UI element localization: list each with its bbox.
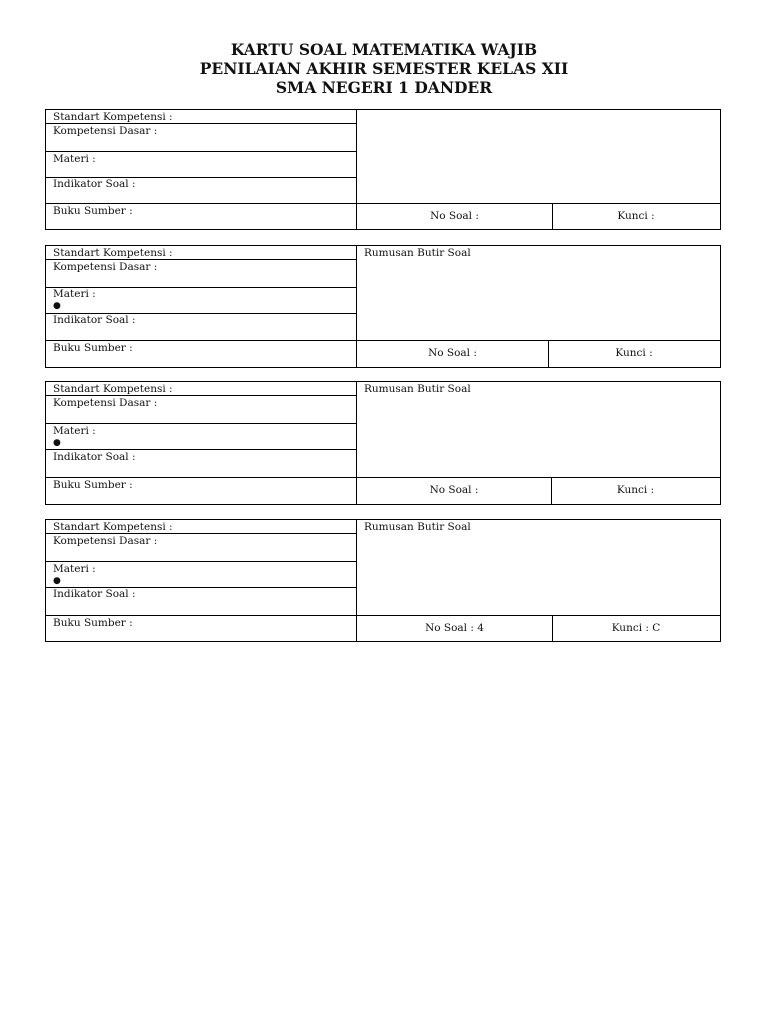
title-line-1: KARTU SOAL MATEMATIKA WAJIB [230,40,538,59]
bullet-icon: ● [53,438,61,448]
rumusan-butir-soal-label: Rumusan Butir Soal [364,383,471,395]
kompetensi-dasar-row [46,396,356,424]
kompetensi-dasar-row [46,534,356,562]
materi-row [46,424,356,450]
question-card-3 [45,381,721,505]
kunci-cell [552,203,720,229]
buku-sumber-label: Buku Sumber : [53,205,133,217]
indikator-soal-row [46,314,356,341]
buku-sumber-row [46,616,356,642]
indikator-soal-row [46,450,356,478]
kompetensi-dasar-label: Kompetensi Dasar : [53,125,158,137]
rumusan-butir-soal-box [357,110,720,204]
kunci-label: Kunci : C [611,622,661,634]
materi-label: Materi : [53,288,96,300]
title-line-2: PENILAIAN AKHIR SEMESTER KELAS XII [199,59,569,78]
materi-row [46,562,356,588]
no-soal-label: No Soal : [428,347,477,359]
indikator-soal-label: Indikator Soal : [53,588,136,600]
buku-sumber-row [46,204,356,230]
materi-row [46,288,356,314]
buku-sumber-label: Buku Sumber : [53,342,133,354]
card-footer [357,340,720,367]
no-soal-cell [357,203,553,229]
document-title [0,40,768,97]
kompetensi-dasar-label: Kompetensi Dasar : [53,535,158,547]
kunci-cell [548,340,720,367]
card-info-column [46,110,357,229]
standart-kompetensi-row [46,246,356,260]
materi-label: Materi : [53,153,96,165]
no-soal-label: No Soal : [429,484,479,496]
rumusan-butir-soal-box [357,382,720,478]
title-line-3: SMA NEGERI 1 DANDER [275,78,493,97]
kunci-label: Kunci : [617,210,655,222]
kompetensi-dasar-label: Kompetensi Dasar : [53,261,158,273]
standart-kompetensi-row [46,520,356,534]
materi-row [46,152,356,178]
kunci-cell [552,615,720,641]
kunci-label: Kunci : [615,347,653,359]
no-soal-label: No Soal : [430,210,479,222]
card-footer [357,615,720,641]
buku-sumber-label: Buku Sumber : [53,479,133,491]
materi-label: Materi : [53,563,96,575]
standart-kompetensi-row [46,382,356,396]
question-card-2 [45,245,721,368]
question-card-1 [45,109,721,230]
indikator-soal-label: Indikator Soal : [53,451,136,463]
no-soal-cell [357,477,552,504]
bullet-icon: ● [53,301,61,311]
card-info-column [46,246,357,367]
standart-kompetensi-label: Standart Kompetensi : [53,247,173,259]
rumusan-butir-soal-label: Rumusan Butir Soal [364,521,471,533]
buku-sumber-label: Buku Sumber : [53,617,133,629]
card-footer [357,203,720,229]
materi-label: Materi : [53,425,96,437]
no-soal-cell [357,340,549,367]
rumusan-butir-soal-box [357,520,720,616]
standart-kompetensi-label: Standart Kompetensi : [53,521,173,533]
rumusan-butir-soal-label: Rumusan Butir Soal [364,247,471,259]
kompetensi-dasar-row [46,124,356,152]
card-info-column [46,382,357,504]
bullet-icon: ● [53,576,61,586]
card-info-column [46,520,357,641]
kompetensi-dasar-label: Kompetensi Dasar : [53,397,158,409]
kompetensi-dasar-row [46,260,356,288]
standart-kompetensi-row [46,110,356,124]
indikator-soal-row [46,588,356,616]
rumusan-butir-soal-box [357,246,720,341]
kunci-cell [551,477,720,504]
kunci-label: Kunci : [616,484,655,496]
standart-kompetensi-label: Standart Kompetensi : [53,111,173,123]
buku-sumber-row [46,341,356,368]
indikator-soal-label: Indikator Soal : [53,314,136,326]
indikator-soal-row [46,178,356,204]
no-soal-label: No Soal : 4 [425,622,484,634]
no-soal-cell [357,615,553,641]
standart-kompetensi-label: Standart Kompetensi : [53,383,173,395]
indikator-soal-label: Indikator Soal : [53,178,136,190]
question-card-4 [45,519,721,642]
buku-sumber-row [46,478,356,505]
card-footer [357,477,720,504]
